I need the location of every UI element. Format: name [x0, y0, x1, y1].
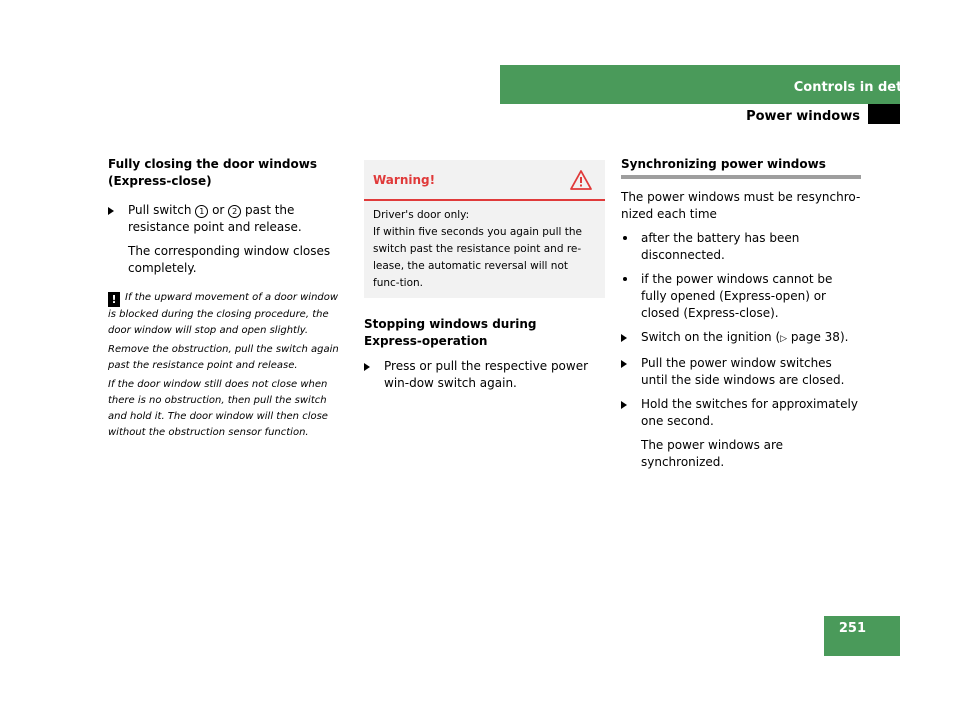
- step-pull-switches: Pull the power window switches until the side windows are closed.: [621, 355, 861, 389]
- step-result: The power windows are synchronized.: [641, 438, 784, 469]
- warning-body: [364, 201, 605, 298]
- step-arrow-icon: [621, 360, 627, 368]
- warning-text: If within five seconds you again pull the switch past the resistance point and re-lease, the automatic reversal will not func-tion.: [373, 226, 582, 289]
- topic-title: Power windows: [746, 109, 860, 124]
- switch-number-icon: 1: [195, 205, 208, 218]
- note-box: [108, 290, 348, 441]
- heading-rule: [621, 175, 861, 179]
- heading-line2: (Express-close): [108, 174, 212, 188]
- step-press-switch: Press or pull the respective power win-dow switch again.: [364, 358, 605, 392]
- step-arrow-icon: [364, 363, 370, 371]
- warning-title: Warning!: [373, 173, 436, 187]
- step-ignition: Switch on the ignition (▷ page 38).: [621, 329, 861, 348]
- bullet-icon: [623, 277, 627, 281]
- step-arrow-icon: [108, 207, 114, 215]
- heading-line1: Fully closing the door windows: [108, 157, 317, 171]
- heading-stopping-windows: Stopping windows during Express-operation: [364, 317, 537, 348]
- section-title: Controls in detail: [793, 80, 920, 95]
- heading-fully-closing: [108, 156, 348, 190]
- warning-triangle-icon: [569, 169, 593, 191]
- note-paragraph: If the door window still does not close when there is no obstruction, then pull the switch and hold it. The door window will then close without the obstruction sensor function.: [108, 379, 328, 438]
- step-arrow-icon: [621, 401, 627, 409]
- header-marker: [868, 104, 900, 124]
- exclamation-icon: !: [108, 292, 120, 307]
- switch-number-icon: 2: [228, 205, 241, 218]
- warning-line: Driver's door only:: [373, 209, 470, 221]
- left-column: [108, 156, 348, 444]
- bullet-item: if the power windows cannot be fully opened (Express-open) or closed (Express-close).: [621, 271, 861, 322]
- step-pull-switch: Pull switch 1 or 2 past the resistance point and release.: [108, 202, 348, 236]
- page-reference-link[interactable]: page 38).: [790, 330, 849, 344]
- warning-header: [364, 160, 605, 201]
- middle-column: [364, 160, 605, 392]
- step-hold-switches: Hold the switches for approximately one second.: [621, 396, 861, 430]
- warning-box: [364, 160, 605, 298]
- page-ref-arrow-icon: ▷: [780, 334, 788, 344]
- page-number: 251: [838, 621, 866, 636]
- step-arrow-icon: [621, 334, 627, 342]
- intro-text: The power windows must be resynchro-nized each time: [621, 190, 861, 221]
- step-result: The corresponding window closes completely.: [128, 244, 331, 275]
- bullet-icon: [623, 236, 627, 240]
- note-paragraph: ! If the upward movement of a door window is blocked during the closing procedure, the door window will stop and open slightly.: [108, 292, 339, 336]
- right-column: [621, 156, 861, 471]
- note-paragraph: Remove the obstruction, pull the switch again past the resistance point and release.: [108, 344, 339, 371]
- bullet-item: after the battery has been disconnected.: [621, 230, 861, 264]
- heading-synchronizing: Synchronizing power windows: [621, 157, 826, 171]
